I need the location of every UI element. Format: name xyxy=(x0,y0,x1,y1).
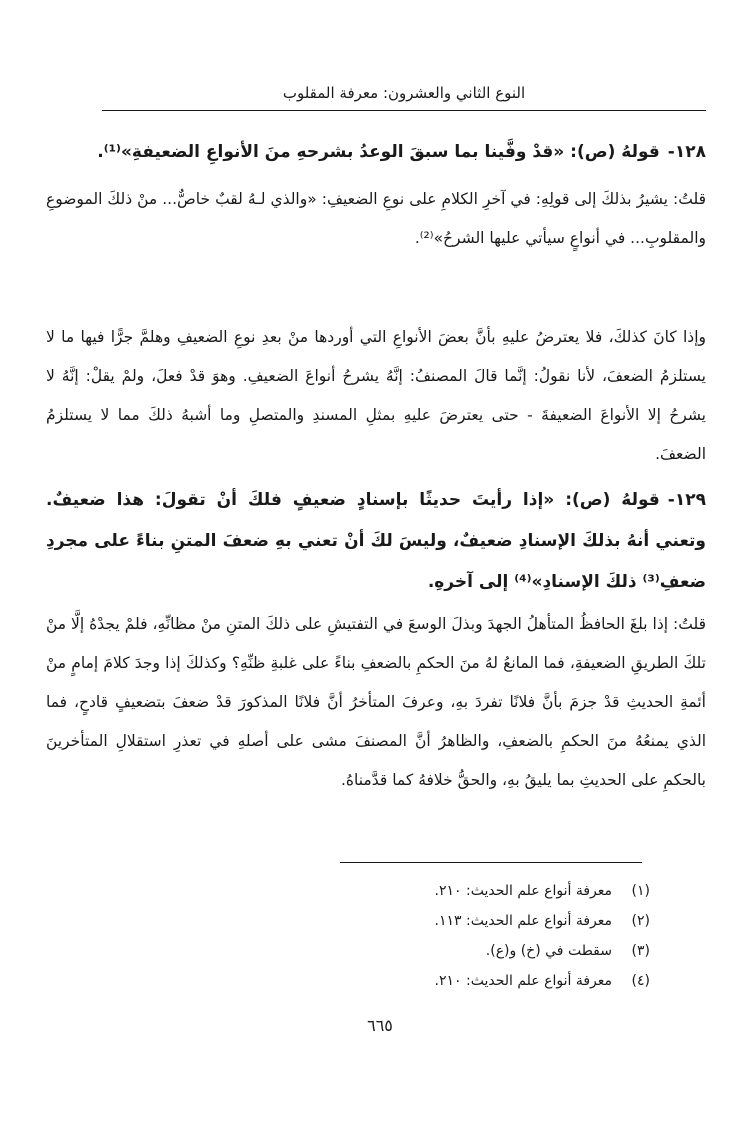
section-129-number: ١٢٩- xyxy=(667,490,706,510)
page-number: ٦٦٥ xyxy=(367,1016,393,1035)
section-128-paragraph-2: وإذا كانَ كذلكَ، فلا يعترضُ عليهِ بأنَّ بعضَ الأنواعِ التي أوردها منْ بعدِ نوعِ الضعيفِ وهلمَّ جرًّا فيها ما لا يستلزمُ الضعفَ، لأنا نقولُ: إنَّما قالَ المصنفُ: إنَّهُ يشرحُ أنواعَ الضعيفِ. وهوَ قدْ فعلَ، ولمْ يقلْ: إنَّهُ لا يشرحُ إلا الأنواعَ الضعيفةَ - حتى يعترضَ عليهِ بمثلِ المسندِ والمتصلِ وما أشبهُ ذلكَ مما لا يستلزمُ الضعفَ. xyxy=(46,328,706,463)
running-header: النوع الثاني والعشرون: معرفة المقلوب xyxy=(282,84,526,102)
footnote-number: (١) xyxy=(631,883,650,899)
footnote-item xyxy=(230,876,650,906)
section-128-quote xyxy=(46,132,706,173)
section-128-quote-text: قولهُ (ص): «قدْ وفَّينا بما سبقَ الوعدُ بشرحهِ منَ الأنواعِ الضعيفةِ»⁽¹⁾. xyxy=(97,142,660,162)
footnote-item xyxy=(230,936,650,966)
footnote-text: معرفة أنواع علم الحديث: ١١٣. xyxy=(434,913,612,929)
footnote-number: (٢) xyxy=(631,913,650,929)
header-rule xyxy=(102,110,706,111)
footnote-text: سقطت في (خ) و(ع). xyxy=(485,943,612,959)
footnote-text: معرفة أنواع علم الحديث: ٢١٠. xyxy=(434,883,612,899)
footnote-item xyxy=(230,906,650,936)
section-128-number: ١٢٨- xyxy=(667,142,706,162)
footnote-rule xyxy=(340,862,642,863)
footnote-text: معرفة أنواع علم الحديث: ٢١٠. xyxy=(434,973,612,989)
section-129-quote xyxy=(46,480,706,603)
section-129-quote-text: قولهُ (ص): «إذا رأيتَ حديثًا بإسنادٍ ضعيفٍ فلكَ أنْ تقولَ: هذا ضعيفٌ. وتعني أنهُ بذلكَ الإسنادِ ضعيفٌ، وليسَ لكَ أنْ تعني بهِ ضعفَ المتنِ بناءً على مجردِ ضعفِ⁽³⁾ ذلكَ الإسنادِ»⁽⁴⁾ إلى آخرهِ. xyxy=(46,490,706,592)
footnotes xyxy=(230,876,650,996)
section-128-paragraph-1: قلتُ: يشيرُ بذلكَ إلى قولِهِ: في آخرِ الكلامِ على نوعِ الضعيفِ: «والذي لـهُ لقبٌ خاصٌّ... منْ ذلكَ الموضوعِ والمقلوبِ... في أنواعٍ سيأتي عليها الشرحُ»⁽²⁾. xyxy=(46,190,706,247)
footnote-number: (٣) xyxy=(631,943,650,959)
footnote-item xyxy=(230,966,650,996)
section-129-paragraph-1: قلتُ: إذا بلغَ الحافظُ المتأهلُ الجهدَ وبذلَ الوسعَ في التفتيشِ على ذلكَ المتنِ منْ مظانِّهِ، فلمْ يجدْهُ إلَّا منْ تلكَ الطريقِ الضعيفةِ، فما المانعُ لهُ منَ الحكمِ بالضعفِ بناءً على غلبةِ ظنِّهِ؟ وكذلكَ إذا وجدَ كلامَ إمامٍ منْ أئمةِ الحديثِ قدْ جزمَ بأنَّ فلانًا تفردَ بهِ، وعرفَ المتأخرُ أنَّ فلانًا المذكورَ قدْ ضعفَ بتضعيفٍ قادحٍ، فما الذي يمنعُهُ منَ الحكمِ بالضعفِ، والظاهرُ أنَّ المصنفَ مشى على أصلهِ في تعذرِ استقلالِ المتأخرينَ بالحكمِ على الحديثِ بما يليقُ بهِ، والحقُّ خلافهُ كما قدَّمناهُ. xyxy=(46,615,706,789)
footnote-number: (٤) xyxy=(631,973,650,989)
